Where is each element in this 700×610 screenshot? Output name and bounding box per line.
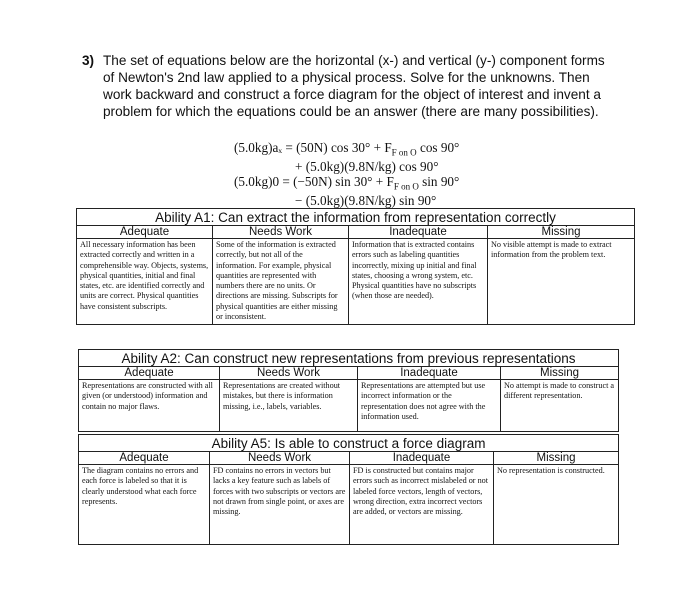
equation-y — [234, 175, 459, 194]
rubric-a5-cell-missing: No representation is constructed. — [494, 465, 619, 545]
rubric-a1-title: Ability A1: Can extract the information from representation correctly — [77, 209, 635, 226]
rubric-a5-header-inadequate: Inadequate — [350, 452, 494, 465]
rubric-a2-header-needs-work: Needs Work — [220, 367, 358, 380]
rubric-a1-header-needs-work: Needs Work — [213, 226, 349, 239]
rubric-a2-cell-inadequate: Representations are attempted but use incorrect information or the representation does not agree with the information used. — [358, 380, 501, 432]
rubric-a5-header-needs-work: Needs Work — [210, 452, 350, 465]
problem-text: The set of equations below are the horizontal (x-) and vertical (y-) component forms of Newton's 2nd law applied to a physical process. Solve for the unknowns. Then work backward and construct a force diagram for the object of interest and invent a problem for which the equations could be an answer (there are many possibilities). — [103, 53, 605, 119]
equation-y-line2: − (5.0kg)(9.8N/kg) sin 90° — [295, 193, 437, 209]
rubric-a2-cell-adequate: Representations are constructed with all given (or understood) information and contain no major flaws. — [79, 380, 220, 432]
rubric-a2-title: Ability A2: Can construct new representations from previous representations — [79, 350, 619, 367]
rubric-a5-header-adequate: Adequate — [79, 452, 210, 465]
equation-x-line2: + (5.0kg)(9.8N/kg) cos 90° — [295, 159, 439, 175]
equation-y-tail: sin 90° — [418, 173, 460, 189]
equation-x-subscript: F on O — [391, 147, 417, 158]
problem-number: 3) — [82, 53, 95, 68]
rubric-a1-table — [76, 208, 635, 325]
rubric-a5-title: Ability A5: Is able to construct a force diagram — [79, 435, 619, 452]
rubric-a2-cell-needs-work: Representations are created without mistakes, but there is information missing, i.e., labels, variables. — [220, 380, 358, 432]
rubric-a2-header-inadequate: Inadequate — [358, 367, 501, 380]
rubric-a1-header-missing: Missing — [488, 226, 635, 239]
equations — [234, 141, 459, 209]
equation-y-line1: (5.0kg)0 = (−50N) sin 30° + F — [234, 173, 394, 189]
rubric-a1-cell-adequate: All necessary information has been extracted correctly and written in a comprehensible way. Objects, systems, physical quantities, initial and final states, etc. are identified correctly and units are correct. Physical quantities have consistent subscripts. — [77, 239, 213, 325]
rubric-a5-header-missing: Missing — [494, 452, 619, 465]
rubric-a1-cell-inadequate: Information that is extracted contains errors such as labeling quantities incorrectly, mixing up initial and final states, choosing a wrong system, etc. Physical quantities have no subscripts (when those are needed). — [349, 239, 488, 325]
rubric-a2-cell-missing: No attempt is made to construct a different representation. — [501, 380, 619, 432]
equation-y-subscript: F on O — [393, 181, 419, 192]
equation-x — [234, 141, 459, 160]
rubric-a5-cell-needs-work: FD contains no errors in vectors but lacks a key feature such as labels of forces with two subscripts or vectors are not drawn from single point, or axes are missing. — [210, 465, 350, 545]
rubric-a1-header-inadequate: Inadequate — [349, 226, 488, 239]
rubric-a2-header-adequate: Adequate — [79, 367, 220, 380]
rubric-a2-table — [78, 349, 619, 432]
rubric-a1-cell-missing: No visible attempt is made to extract information from the problem text. — [488, 239, 635, 325]
rubric-a1-header-adequate: Adequate — [77, 226, 213, 239]
equation-x-line1: (5.0kg)aₓ = (50N) cos 30° + F — [234, 140, 392, 155]
equation-x-tail: cos 90° — [416, 140, 460, 155]
rubric-a5-cell-adequate: The diagram contains no errors and each force is labeled so that it is clearly understood what each force represents. — [79, 465, 210, 545]
rubric-a5-table — [78, 434, 619, 545]
rubric-a5-cell-inadequate: FD is constructed but contains major errors such as incorrect mislabeled or not labeled force vectors, length of vectors, wrong direction, extra incorrect vectors are added, or vectors are missing. — [350, 465, 494, 545]
rubric-a2-header-missing: Missing — [501, 367, 619, 380]
rubric-a1-cell-needs-work: Some of the information is extracted correctly, but not all of the information. For example, physical quantities are represented with numbers there are no units. Or directions are missing. Subscripts for physical quantities are either missing or inconsistent. — [213, 239, 349, 325]
